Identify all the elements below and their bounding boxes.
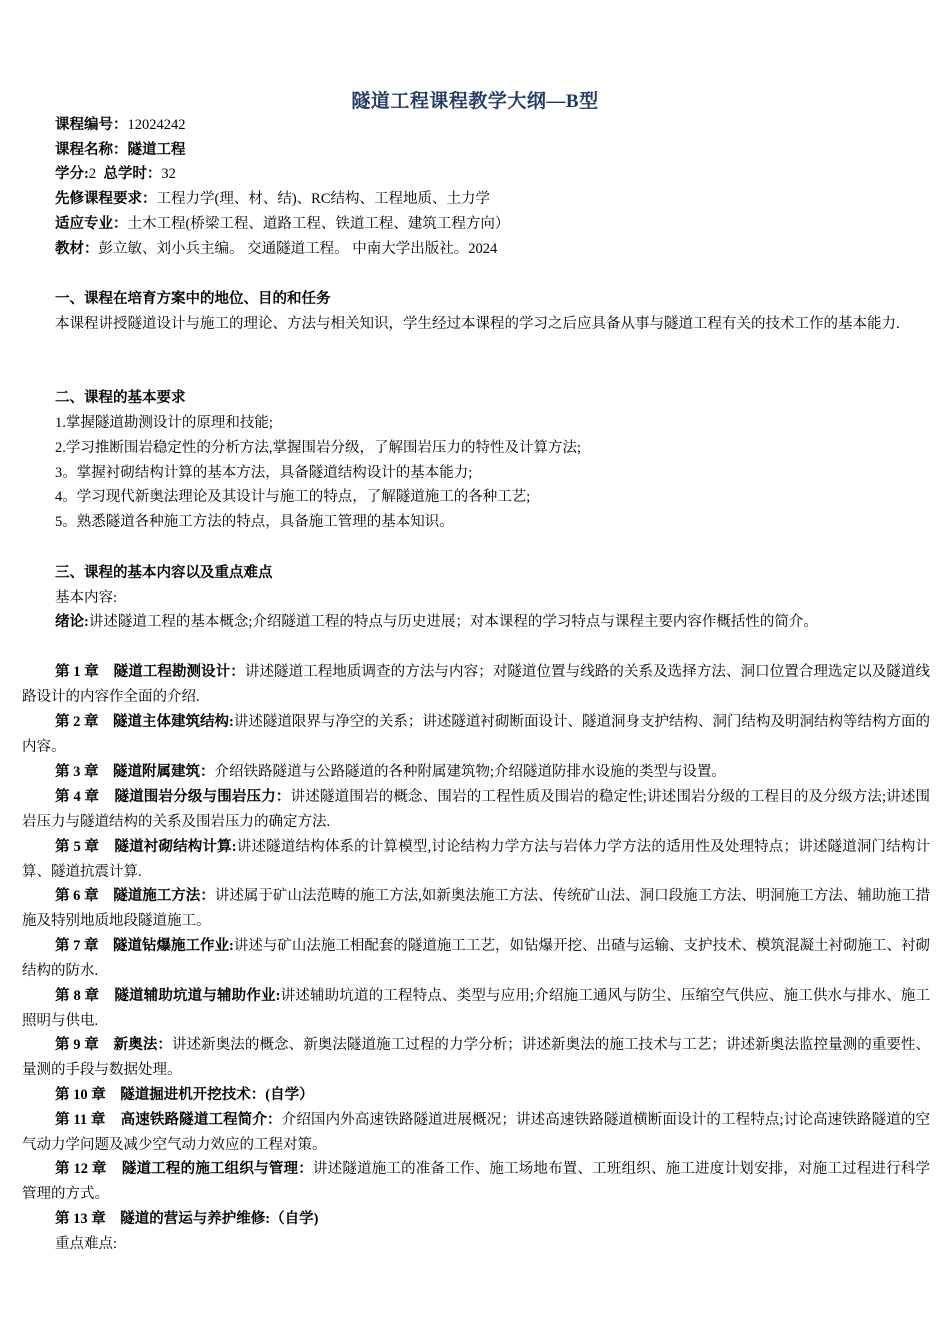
section2-heading: 二、课程的基本要求 (55, 390, 186, 406)
chapter-number: 第 1 章 (55, 664, 99, 680)
chapter-number: 第 11 章 (55, 1112, 106, 1128)
chapter-title: 隧道主体建筑结构: (113, 714, 234, 730)
chapter-title: 隧道工程的施工组织与管理： (121, 1161, 313, 1177)
chapter-title: 高速铁路隧道工程简介： (120, 1112, 282, 1128)
requirement-item: 3。掌握衬砌结构计算的基本方法，具备隧道结构设计的基本能力; (55, 465, 473, 481)
chapter-text: 讲述新奥法的概念、新奥法隧道施工过程的力学分析；讲述新奥法的施工技术与工艺；讲述新奥法监控量测的重要性、量测的手段与数据处理。 (22, 1037, 931, 1078)
chapter-paragraph (22, 785, 930, 835)
chapter-paragraph (22, 760, 930, 785)
requirement-item: 4。学习现代新奥法理论及其设计与施工的特点，了解隧道施工的各种工艺; (55, 489, 531, 505)
chapter-number: 第 2 章 (55, 714, 99, 730)
chapter-paragraph (22, 710, 930, 760)
intro-label: 绪论: (55, 614, 89, 630)
credit-value: 2 (88, 166, 97, 182)
requirement-item: 5。熟悉隧道各种施工方法的特点，具备施工管理的基本知识。 (55, 514, 454, 530)
section1-heading: 一、课程在培育方案中的地位、目的和任务 (55, 291, 331, 307)
chapter-text: 介绍铁路隧道与公路隧道的各种附属建筑物;介绍隧道防排水设施的类型与设置。 (214, 764, 727, 780)
chapter-paragraph (22, 1033, 930, 1083)
hours-value: 32 (161, 166, 176, 182)
intro-paragraph (22, 610, 930, 635)
chapter-title: 新奥法： (113, 1037, 172, 1053)
document-title: 隧道工程课程教学大纲—B型 (351, 91, 599, 112)
chapter-title: 隧道衬砌结构计算: (114, 839, 237, 855)
chapter-paragraph (22, 1083, 930, 1108)
chapter-paragraph (22, 1207, 930, 1232)
chapter-paragraph (22, 1157, 930, 1207)
requirement-item: 1.掌握隧道勘测设计的原理和技能; (55, 415, 273, 431)
textbook-label: 教材： (55, 241, 99, 257)
course-name-line (55, 138, 186, 162)
chapter-paragraph (22, 1108, 930, 1158)
chapter-number: 第 12 章 (55, 1161, 107, 1177)
credit-hours-line (55, 162, 176, 186)
chapter-title: 隧道工程勘测设计： (113, 664, 245, 680)
prerequisite-line (55, 187, 490, 211)
chapter-text: 讲述隧道工程地质调查的方法与内容；对隧道位置与线路的关系及选择方法、洞口位置合理选定以及隧道线路设计的内容作全面的介绍. (22, 664, 931, 705)
chapter-title: 隧道辅助坑道与辅助作业: (114, 988, 281, 1004)
chapter-text: 讲述隧道施工的准备工作、施工场地布置、工班组织、施工进度计划安排，对施工过程进行科学管理的方式。 (22, 1161, 931, 1202)
section3-heading: 三、课程的基本内容以及重点难点 (55, 565, 273, 581)
chapter-text: 讲述属于矿山法范畴的施工方法,如新奥法施工方法、传统矿山法、洞口段施工方法、明洞施工方法、辅助施工措施及特别地质地段隧道施工。 (22, 888, 931, 929)
chapter-paragraph (22, 984, 930, 1034)
credit-label: 学分: (55, 166, 89, 182)
textbook-value: 彭立敏、刘小兵主编。 交通隧道工程。 中南大学出版社。2024 (98, 241, 498, 257)
prerequisite-label: 先修课程要求： (55, 191, 157, 207)
major-line (55, 212, 509, 236)
chapter-number: 第 9 章 (55, 1037, 99, 1053)
textbook-line (55, 237, 497, 261)
major-value: 土木工程(桥梁工程、道路工程、铁道工程、建筑工程方向） (127, 216, 510, 232)
chapter-title: 隧道的营运与养护维修:（自学) (120, 1211, 319, 1227)
chapter-text: 讲述隧道结构体系的计算模型,讨论结构力学方法与岩体力学方法的适用性及处理特点；讲述隧道洞门结构计算、隧道抗震计算. (22, 839, 931, 880)
chapter-paragraph (22, 884, 930, 934)
basic-content-label: 基本内容: (55, 590, 118, 606)
chapter-number: 第 3 章 (55, 764, 99, 780)
course-name-value: 隧道工程 (127, 142, 186, 158)
chapter-title: 隧道附属建筑： (113, 764, 215, 780)
prerequisite-value: 工程力学(理、材、结)、RC结构、工程地质、土力学 (156, 191, 490, 207)
chapter-title: 隧道掘进机开挖技术：(自学） (120, 1087, 314, 1103)
chapter-number: 第 6 章 (55, 888, 99, 904)
major-label: 适应专业： (55, 216, 128, 232)
chapter-title: 隧道钻爆施工作业: (113, 938, 234, 954)
requirement-item: 2.学习推断围岩稳定性的分析方法,掌握围岩分级，了解围岩压力的特性及计算方法; (55, 440, 582, 456)
chapter-number: 第 4 章 (55, 789, 100, 805)
chapter-text: 讲述隧道限界与净空的关系；讲述隧道衬砌断面设计、隧道洞身支护结构、洞门结构及明洞结构等结构方面的内容。 (22, 714, 931, 755)
key-points-label: 重点难点: (55, 1236, 118, 1252)
course-code-label: 课程编号： (55, 117, 128, 133)
chapter-title: 隧道施工方法： (113, 888, 215, 904)
course-name-label: 课程名称： (55, 142, 128, 158)
chapter-title: 隧道围岩分级与围岩压力： (114, 789, 291, 805)
chapter-text: 讲述辅助坑道的工程特点、类型与应用;介绍施工通风与防尘、压缩空气供应、施工供水与排水、施工照明与供电. (22, 988, 931, 1029)
intro-text: 讲述隧道工程的基本概念;介绍隧道工程的特点与历史进展；对本课程的学习特点与课程主要内容作概括性的简介。 (88, 614, 818, 630)
chapter-text: 讲述隧道围岩的概念、围岩的工程性质及围岩的稳定性;讲述围岩分级的工程目的及分级方法;讲述围岩压力与隧道结构的关系及围岩压力的确定方法. (22, 789, 931, 830)
chapter-number: 第 13 章 (55, 1211, 106, 1227)
hours-label: 总学时： (103, 166, 162, 182)
chapter-paragraph (22, 660, 930, 710)
course-code-line (55, 113, 186, 137)
chapter-paragraph (22, 934, 930, 984)
chapter-number: 第 10 章 (55, 1087, 106, 1103)
chapter-number: 第 5 章 (55, 839, 100, 855)
chapter-number: 第 7 章 (55, 938, 99, 954)
section1-body: 本课程讲授隧道设计与施工的理论、方法与相关知识，学生经过本课程的学习之后应具备从事与隧道工程有关的技术工作的基本能力. (55, 316, 900, 332)
chapter-number: 第 8 章 (55, 988, 100, 1004)
chapter-text: 介绍国内外高速铁路隧道进展概况；讲述高速铁路隧道横断面设计的工程特点;讨论高速铁路隧道的空气动力学问题及减少空气动力效应的工程对策。 (22, 1112, 931, 1153)
chapter-text: 讲述与矿山法施工相配套的隧道施工工艺，如钻爆开挖、出碴与运输、支护技术、模筑混凝土衬砌施工、衬砌结构的防水. (22, 938, 931, 979)
chapter-paragraph (22, 835, 930, 885)
course-code-value: 12024242 (127, 117, 186, 133)
